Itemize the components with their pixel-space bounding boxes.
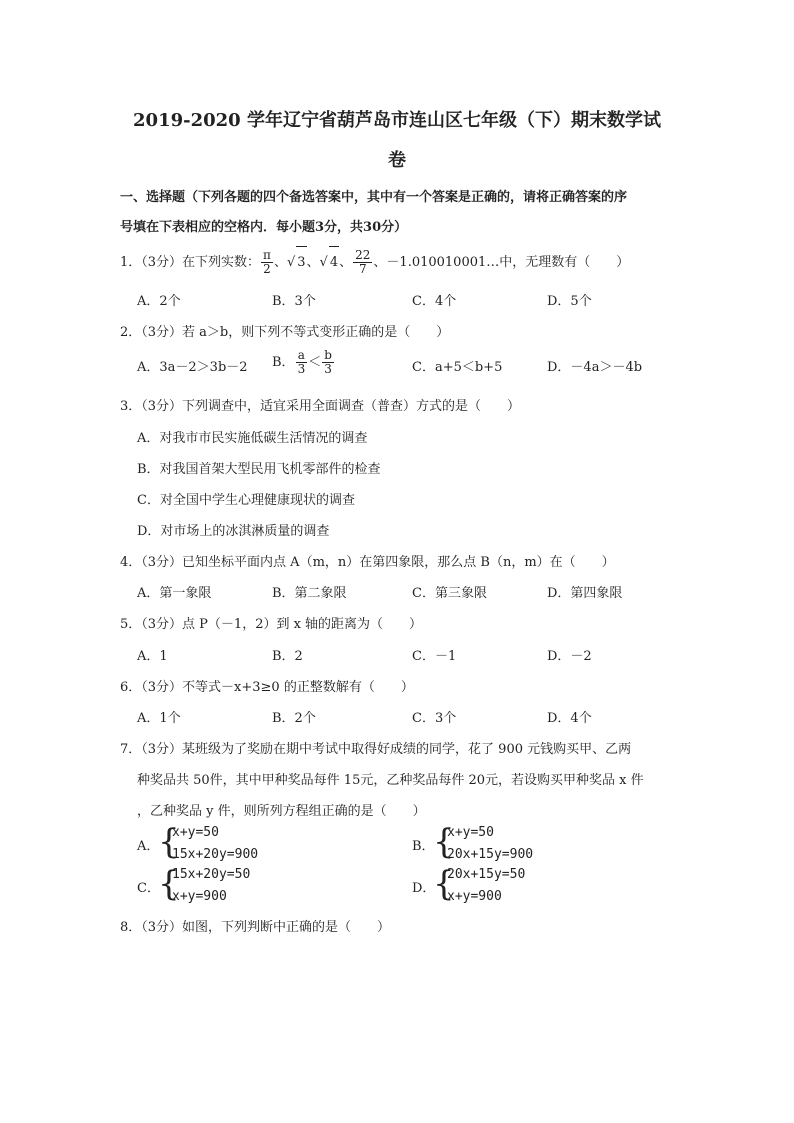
q7-option-c-label: C． [137,881,160,896]
q6-option-a: A．1个 [137,711,181,726]
q7-option-d-system [447,864,525,908]
q1-sqrt-3: 3 [296,246,306,279]
question-4-stem: 4．（3分）已知坐标平面内点 A（m，n）在第四象限，那么点 B（n，m）在（ ） [120,555,615,570]
q3-option-a: A．对我市市民实施低碳生活情况的调查 [137,431,368,446]
q7-option-a-eq1: x+y=50 [172,825,219,840]
q7-option-d-label: D． [412,881,436,896]
q7-option-d-eq2: x+y=900 [447,889,502,904]
section-heading-line1: 一、选择题（下列各题的四个备选答案中，其中有一个答案是正确的，请将正确答案的序 [120,190,628,205]
q2-less-than: ＜ [308,355,322,370]
q1-prefix: 1．（3分）在下列实数： [120,255,261,270]
q7-option-b-eq1: x+y=50 [447,825,494,840]
q6-option-c: C．3个 [412,711,457,726]
q2-frac2-den: 3 [324,362,332,376]
q1-suffix: 、－1.010010001…中，无理数有（ ） [373,255,630,270]
q7-option-b-brace: { [433,822,455,862]
q1-option-c: C．4个 [412,294,457,309]
q7-option-a-brace: { [158,822,180,862]
q2-frac1-num: a [296,349,308,363]
q6-option-d: D．4个 [547,711,592,726]
q7-option-c-system [172,864,250,908]
q1-sep3: 、 [339,255,353,270]
section-heading-line2: 号填在下表相应的空格内．每小题3分，共30分） [120,220,408,235]
q3-option-d: D．对市场上的冰淇淋质量的调查 [137,524,330,539]
question-7-line2: 种奖品共 50件，其中甲种奖品每件 15元，乙种奖品每件 20元，若设购买甲种奖品 x 件 [137,773,644,788]
question-3-stem: 3．（3分）下列调查中，适宜采用全面调查（普查）方式的是（ ） [120,399,521,414]
q1-sep2: 、 [306,255,320,270]
q2-option-c: C．a+5＜b+5 [412,360,503,375]
paper-title-line2: 卷 [388,150,406,171]
q4-option-c: C．第三象限 [412,586,487,601]
q1-frac2-den: 7 [358,262,367,276]
q1-option-d: D．5个 [547,294,592,309]
q1-frac2-num: 22 [355,248,371,262]
q7-option-a-label: A． [137,839,160,854]
question-5-stem: 5．（3分）点 P（－1，2）到 x 轴的距离为（ ） [120,617,423,632]
q3-option-b: B．对我国首架大型民用飞机零部件的检查 [137,462,381,477]
q5-option-d: D．－2 [547,649,592,664]
q7-option-b-system [447,822,533,866]
question-2-stem: 2．（3分）若 a＞b，则下列不等式变形正确的是（ ） [120,325,450,340]
q2-frac-a-over-3 [296,349,308,376]
q5-option-c: C．－1 [412,649,457,664]
q2-option-d: D．－4a＞－4b [547,360,643,375]
q2-option-b-label: B． [272,355,295,370]
q7-option-d-eq1: 20x+15y=50 [447,867,526,882]
question-6-stem: 6．（3分）不等式－x+3≥0 的正整数解有（ ） [120,680,414,695]
q1-sqrt-4: 4 [329,246,339,279]
q7-option-a-eq2: 15x+20y=900 [172,847,259,862]
q5-option-b: B．2 [272,649,303,664]
question-7-line3: ，乙种奖品 y 件，则所列方程组正确的是（ ） [137,804,426,819]
q4-option-a: A．第一象限 [137,586,212,601]
q1-sep1: 、 [273,255,287,270]
question-1-stem: 1．（3分）在下列实数： $\frac{\pi}{2}$ 、√ 3、√ 4、 $\frac{22}{7}$ 、－1.010010001…中，无理数有（ ） [120,246,629,279]
q4-option-b: B．第二象限 [272,586,347,601]
q3-option-c: C．对全国中学生心理健康现状的调查 [137,493,355,508]
q6-option-b: B．2个 [272,711,316,726]
q7-option-a-system [172,822,258,866]
question-8-stem: 8．（3分）如图，下列判断中正确的是（ ） [120,920,391,935]
q1-frac1-num: π [263,248,271,262]
q2-option-b [272,348,335,378]
q4-option-d: D．第四象限 [547,586,623,601]
q1-option-a: A．2个 [137,294,181,309]
q7-option-c-brace: { [158,864,180,904]
paper-title-line1: 2019-2020 学年辽宁省葫芦岛市连山区七年级（下）期末数学试 [133,110,661,131]
q2-frac1-den: 3 [297,362,306,376]
q1-frac1-den: 2 [263,262,271,276]
q7-option-b-label: B． [412,839,435,854]
q5-option-a: A．1 [137,649,168,664]
q7-option-c-eq1: 15x+20y=50 [172,867,251,882]
q2-frac2-num: b [324,348,332,362]
q1-option-b: B．3个 [272,294,316,309]
q7-option-b-eq2: 20x+15y=900 [447,847,534,862]
q2-frac-b-over-3 [322,349,334,376]
q7-option-d-brace: { [433,864,455,904]
q7-option-c-eq2: x+y=900 [172,889,227,904]
q1-fraction-pi-over-2 [261,249,273,276]
q1-fraction-22-over-7 [353,249,372,276]
question-7-line1: 7．（3分）某班级为了奖励在期中考试中取得好成绩的同学，花了 900 元钱购买甲、乙两 [120,742,632,757]
q2-option-a: A．3a－2＞3b－2 [137,360,248,375]
